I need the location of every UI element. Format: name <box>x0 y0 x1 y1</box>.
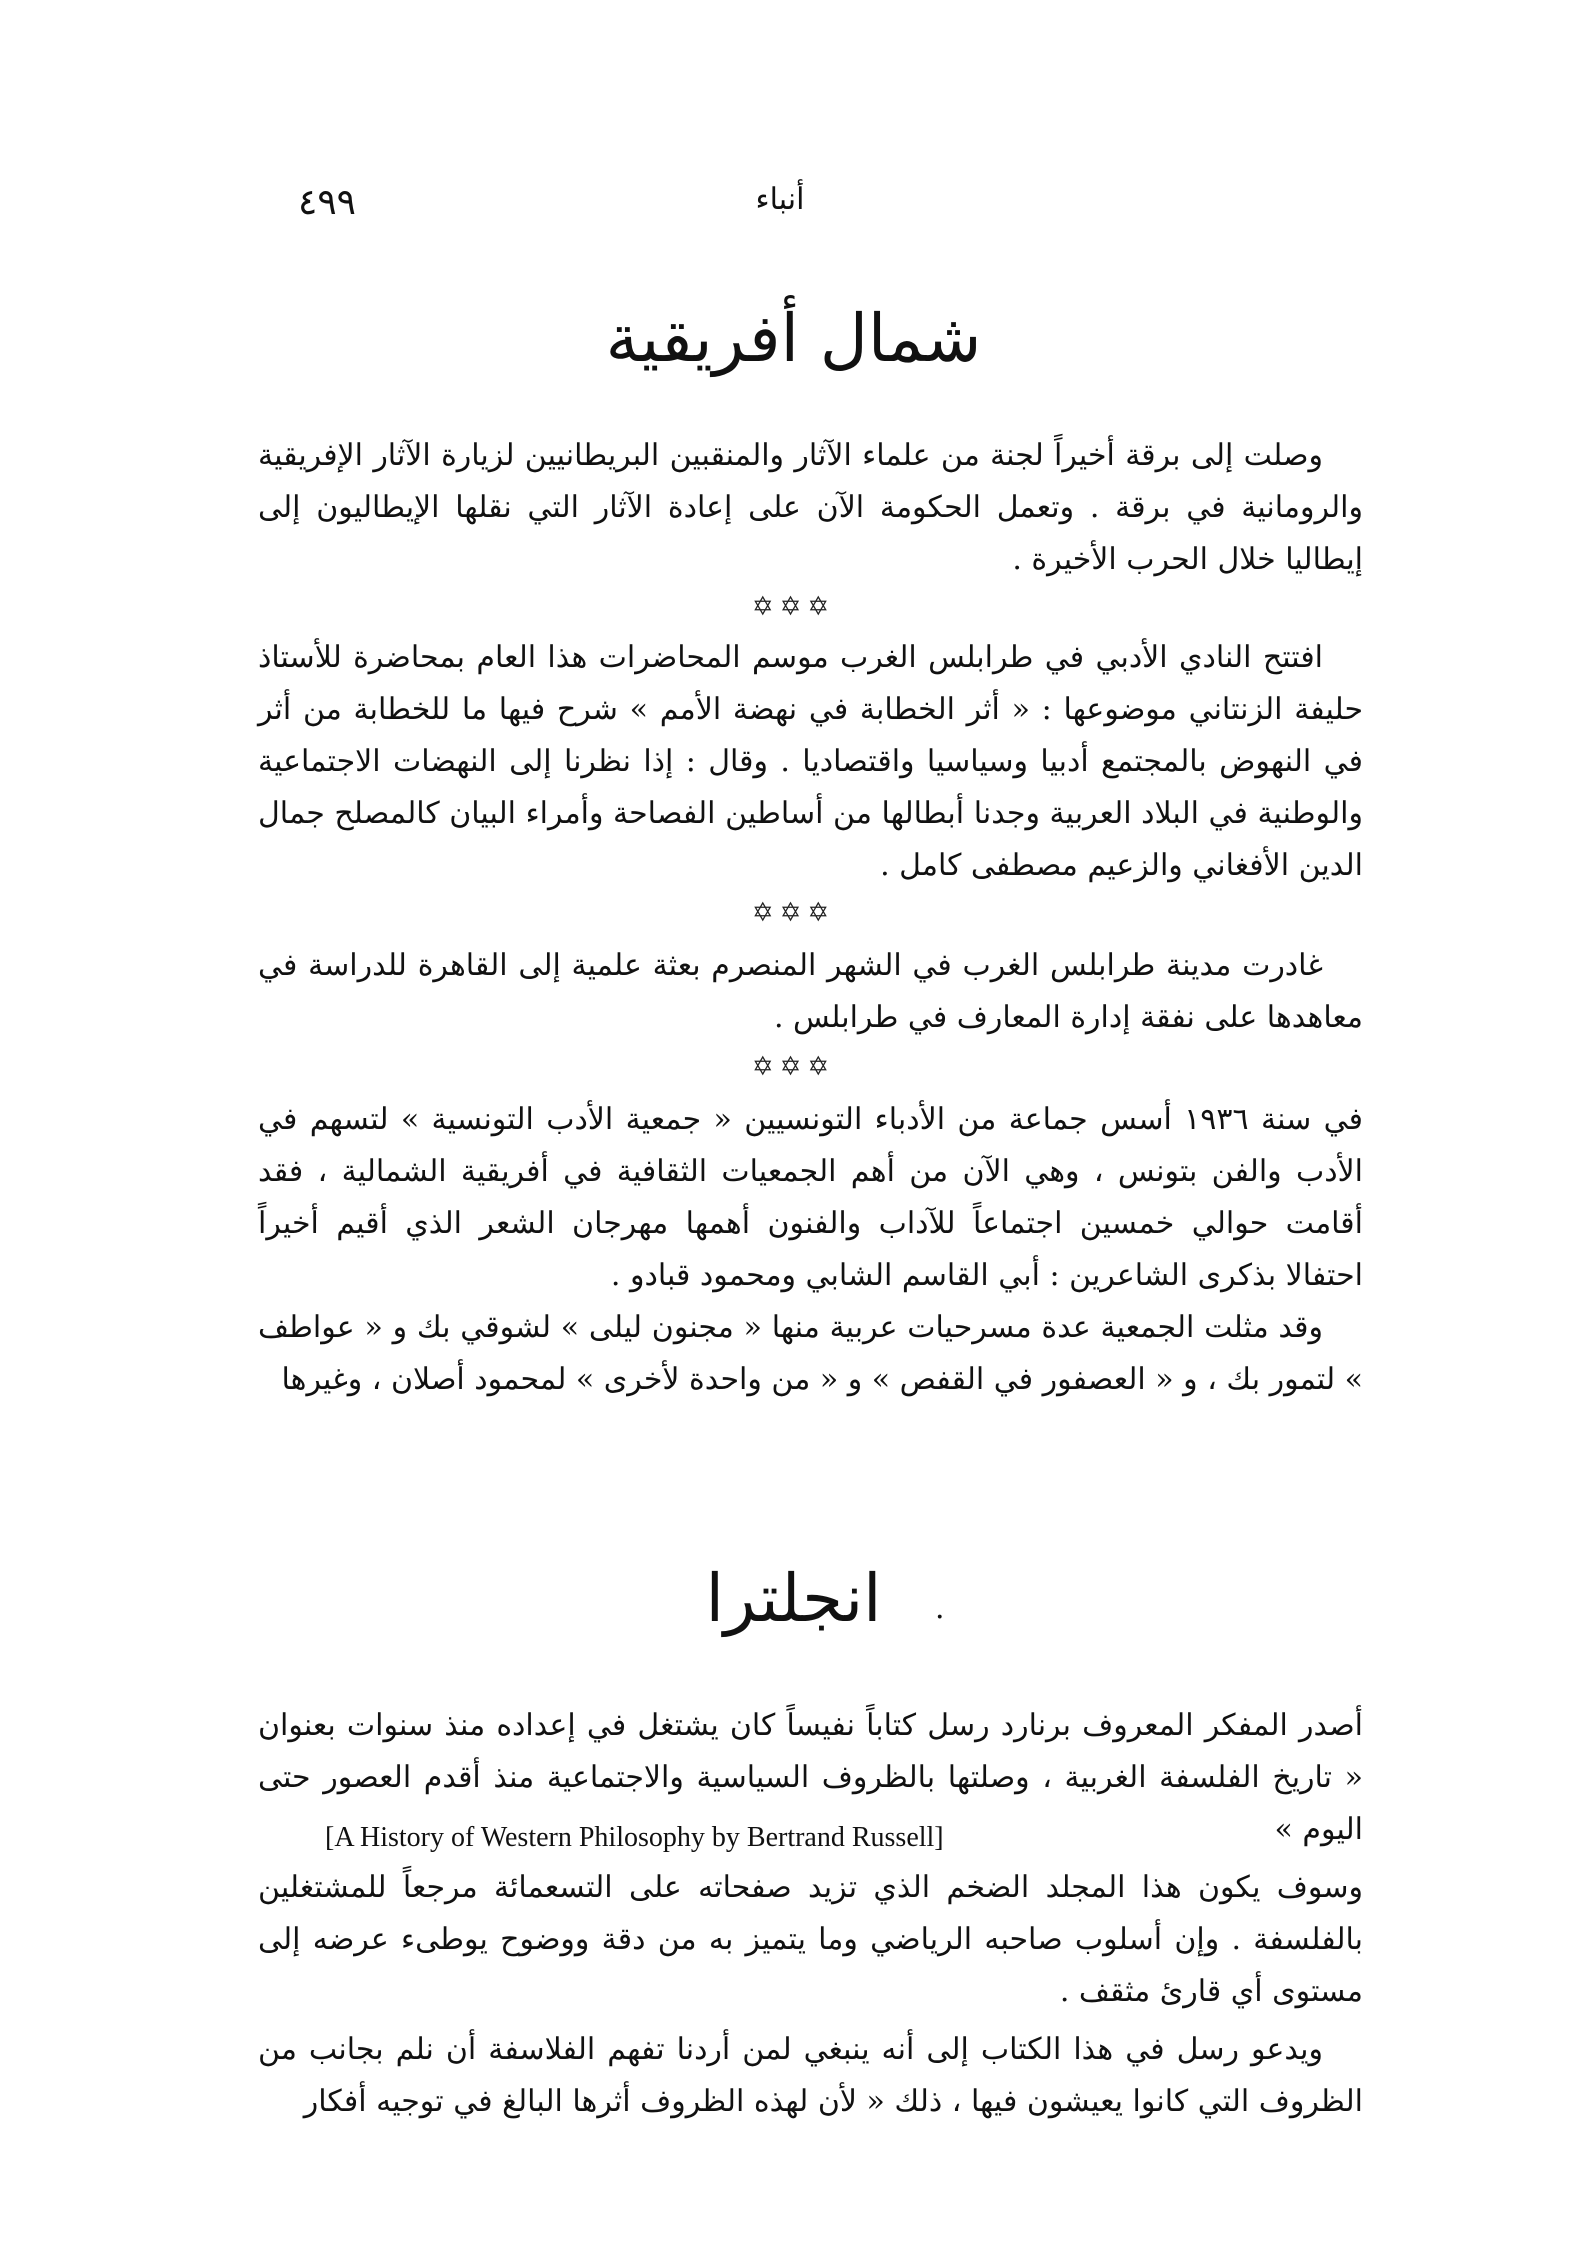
news-item-mission <box>258 940 1363 1044</box>
separator-stars: ✡✡✡ <box>751 592 836 622</box>
news-text: في سنة ١٩٣٦ أسس جماعة من الأدباء التونسيين « جمعية الأدب التونسية » لتسهم في الأدب والفن بتونس ، وهي الآن من أهم الجمعيات الثقافية في أفريقية الشمالية ، فقد أقامت حوالي خمسين اجتماعاً للآداب والفنون أهمها مهرجان الشعر الذي أقيم أخيراً احتفالا بذكرى الشاعرين : أبي القاسم الشابي ومحمود قبادو . <box>258 1102 1363 1293</box>
page-number: ٤٩٩ <box>298 182 357 223</box>
news-item-tunisia <box>258 1094 1363 1406</box>
news-text: غادرت مدينة طرابلس الغرب في الشهر المنصرم بعثة علمية إلى القاهرة للدراسة في معاهدها على نفقة إدارة المعارف في طرابلس . <box>258 948 1363 1035</box>
section-title-north-africa: شمال أفريقية <box>605 300 982 377</box>
news-text: وصلت إلى برقة أخيراً لجنة من علماء الآثار والمنقبين البريطانيين لزيارة الآثار الإفريقية والرومانية في برقة . وتعمل الحكومة الآن على إعادة الآثار التي نقلها الإيطاليون إلى إيطاليا خلال الحرب الأخيرة . <box>258 438 1363 577</box>
news-text: وسوف يكون هذا المجلد الضخم الذي تزيد صفحاته على التسعمائة مرجعاً للمشتغلين بالفلسفة . وإن أسلوب صاحبه الرياضي وما يتميز به من دقة ووضوح يوطىء عرضه إلى مستوى أي قارئ مثقف . <box>258 1870 1363 2009</box>
news-text: افتتح النادي الأدبي في طرابلس الغرب موسم المحاضرات هذا العام بمحاضرة للأستاذ حليفة الزنتاني موضوعها : « أثر الخطابة في نهضة الأمم » شرح فيها ما للخطابة من أثر في النهوض بالمجتمع أدبيا وسياسيا واقتصاديا . وقال : إذا نظرنا إلى النهضات الاجتماعية والوطنية في البلاد العربية وجدنا أبطالها من أساطين الفصاحة وأمراء البيان كالمصلح جمال الدين الأفغاني والزعيم مصطفى كامل . <box>258 640 1363 883</box>
running-header <box>0 182 1587 232</box>
section-title-england: انجلترا <box>705 1560 882 1637</box>
news-text: أصدر المفكر المعروف برنارد رسل كتاباً نفيساً كان يشتغل في إعداده منذ سنوات بعنوان « تاريخ الفلسفة الغربية ، وصلتها بالظروف السياسية والاجتماعية منذ أقدم العصور حتى اليوم » <box>258 1708 1363 1847</box>
news-text: وقد مثلت الجمعية عدة مسرحيات عربية منها « مجنون ليلى » لشوقي بك و « عواطف » لتمور بك ، و « العصفور في القفص » و « من واحدة لأخرى » لمحمود أصلان ، وغيرها <box>258 1310 1363 1397</box>
news-text: ويدعو رسل في هذا الكتاب إلى أنه ينبغي لمن أردنا تفهم الفلاسفة أن نلم بجانب من الظروف التي كانوا يعيشون فيها ، ذلك « لأن لهذه الظروف أثرها البالغ في توجيه أفكار <box>258 2032 1363 2119</box>
news-item-literary-club <box>258 632 1363 892</box>
running-title: أنباء <box>755 182 805 217</box>
news-item-russell-volume <box>258 1862 1363 2018</box>
news-item-barqa <box>258 430 1363 586</box>
title-ornament-dot: · <box>935 1600 945 1635</box>
separator-stars: ✡✡✡ <box>751 898 836 928</box>
news-item-russell-thesis <box>258 2024 1363 2128</box>
separator-stars: ✡✡✡ <box>751 1052 836 1082</box>
english-book-title: [A History of Western Philosophy by Bertrand Russell] <box>325 1822 944 1853</box>
